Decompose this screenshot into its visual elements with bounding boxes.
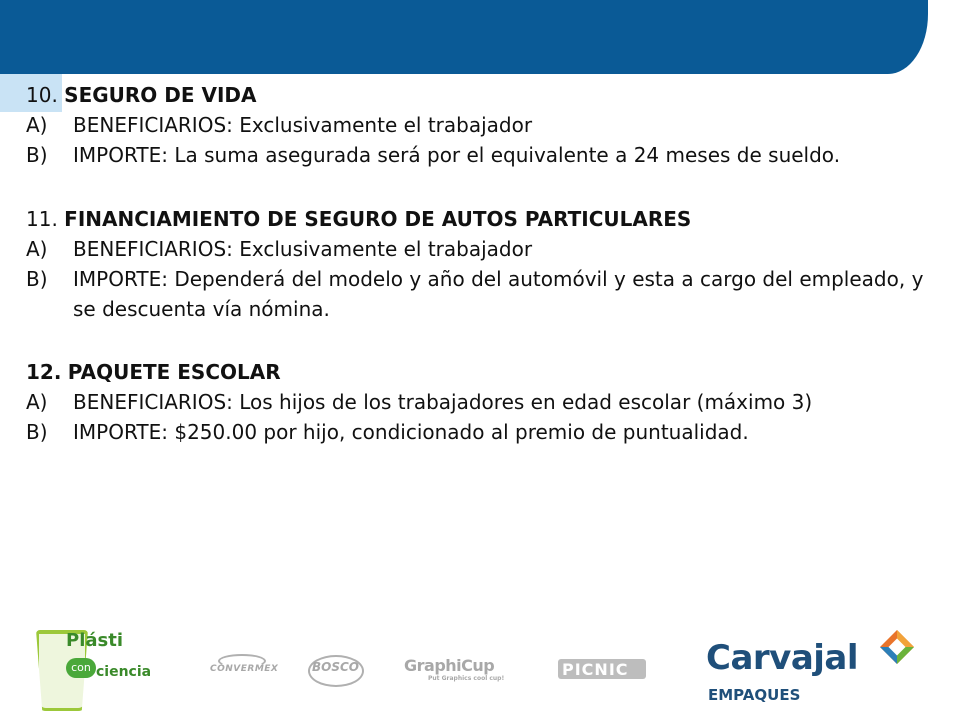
slide-content: [26, 80, 926, 447]
section-number: 12.: [26, 360, 62, 384]
item-text: IMPORTE: La suma asegurada será por el equivalente a 24 meses de sueldo.: [73, 143, 841, 167]
carvajal-logo: Carvajal: [706, 638, 859, 678]
section-heading: PAQUETE ESCOLAR: [67, 360, 281, 384]
con-badge: con: [66, 658, 96, 678]
list-item: [26, 387, 926, 417]
ciencia-text: ciencia: [96, 664, 152, 680]
picnic-logo: PICNIC: [562, 660, 629, 679]
item-marker: B): [26, 143, 48, 167]
spacer: [26, 324, 926, 357]
item-text: IMPORTE: $250.00 por hijo, condicionado al premio de puntualidad.: [73, 420, 749, 444]
list-item: [26, 234, 926, 264]
carvajal-cube-icon: [878, 628, 916, 666]
item-marker: B): [26, 420, 48, 444]
list-item: [26, 140, 926, 170]
item-marker: A): [26, 390, 48, 414]
spacer: [26, 170, 926, 204]
list-item: [26, 264, 926, 324]
section-heading: FINANCIAMIENTO DE SEGURO DE AUTOS PARTICULARES: [64, 207, 692, 231]
section-number: 11.: [26, 207, 58, 231]
section-title: [26, 357, 926, 387]
item-text: IMPORTE: Dependerá del modelo y año del automóvil y esta a cargo del empleado, y se descuenta vía nómina.: [73, 267, 924, 321]
graphicup-logo: GraphiCup: [404, 656, 495, 675]
header-bar: [0, 0, 928, 74]
list-item: [26, 417, 926, 447]
item-text: BENEFICIARIOS: Los hijos de los trabajadores en edad escolar (máximo 3): [73, 390, 813, 414]
section-title: [26, 80, 926, 110]
item-marker: A): [26, 237, 48, 261]
plasti-text: Plásti: [66, 630, 123, 651]
item-text: BENEFICIARIOS: Exclusivamente el trabajador: [73, 113, 533, 137]
section-title: [26, 204, 926, 234]
item-marker: A): [26, 113, 48, 137]
item-marker: B): [26, 267, 48, 291]
section-heading: SEGURO DE VIDA: [64, 83, 257, 107]
list-item: [26, 110, 926, 140]
graphicup-tagline: Put Graphics cool cup!: [428, 675, 505, 682]
bosco-logo: BOSCO: [312, 660, 359, 674]
convermex-logo: CONVERMEX: [210, 664, 279, 674]
item-text: BENEFICIARIOS: Exclusivamente el trabajador: [73, 237, 533, 261]
section-number: 10.: [26, 83, 58, 107]
empaques-label: EMPAQUES: [708, 686, 801, 704]
plasticonciencia-logo: [30, 626, 160, 712]
